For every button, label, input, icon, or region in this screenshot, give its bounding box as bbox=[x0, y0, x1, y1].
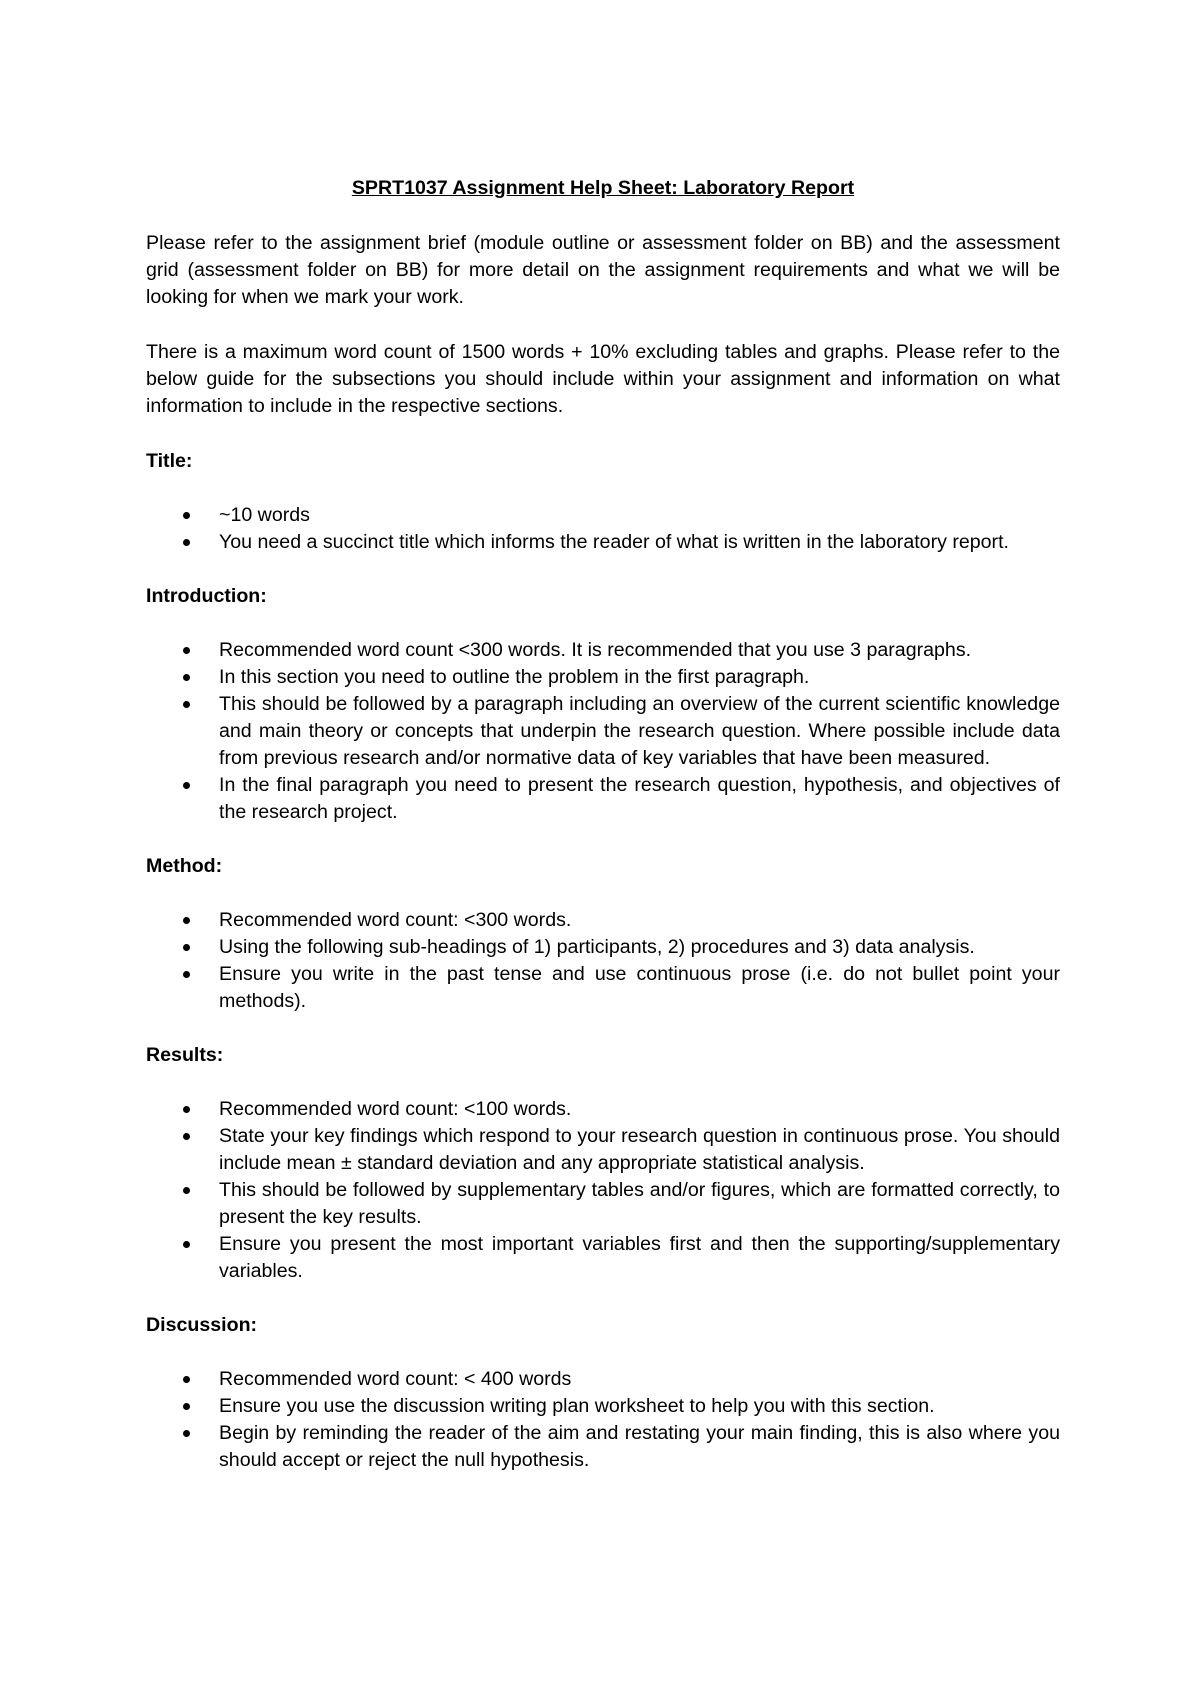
list-item-text: Using the following sub-headings of 1) participants, 2) procedures and 3) data analysis. bbox=[219, 936, 975, 958]
bullet-list bbox=[146, 1366, 1060, 1474]
section-title bbox=[146, 448, 1060, 556]
list-item-text: Ensure you write in the past tense and use continuous prose (i.e. do not bullet point your methods). bbox=[219, 963, 1060, 1012]
list-item-text: Recommended word count <300 words. It is recommended that you use 3 paragraphs. bbox=[219, 639, 972, 661]
list-item bbox=[146, 1177, 1060, 1231]
bullet-icon bbox=[183, 539, 190, 546]
list-item-text: Recommended word count: < 400 words bbox=[219, 1368, 572, 1390]
section-introduction bbox=[146, 583, 1060, 826]
list-item-text: Ensure you use the discussion writing plan worksheet to help you with this section. bbox=[219, 1395, 935, 1417]
section-heading: Results: bbox=[146, 1044, 224, 1066]
list-item bbox=[146, 1393, 1060, 1420]
list-item bbox=[146, 934, 1060, 961]
list-item-text: This should be followed by supplementary tables and/or figures, which are formatted correctly, to present the key results. bbox=[219, 1179, 1060, 1228]
list-item-text: Recommended word count: <100 words. bbox=[219, 1098, 572, 1120]
list-item-text: State your key findings which respond to your research question in continuous prose. You should include mean ± standard deviation and any appropriate statistical analysis. bbox=[219, 1125, 1060, 1174]
bullet-icon bbox=[183, 1403, 190, 1410]
list-item bbox=[146, 1123, 1060, 1177]
list-item-text: Ensure you present the most important variables first and then the supporting/supplementary variables. bbox=[219, 1233, 1060, 1282]
list-item bbox=[146, 664, 1060, 691]
list-item-text: Recommended word count: <300 words. bbox=[219, 909, 572, 931]
bullet-icon bbox=[183, 1241, 190, 1248]
bullet-icon bbox=[183, 701, 190, 708]
list-item-text: Begin by reminding the reader of the aim and restating your main finding, this is also where you should accept or reject the null hypothesis. bbox=[219, 1422, 1060, 1471]
section-discussion bbox=[146, 1312, 1060, 1474]
section-heading: Method: bbox=[146, 855, 223, 877]
bullet-icon bbox=[183, 917, 190, 924]
bullet-icon bbox=[183, 944, 190, 951]
list-item bbox=[146, 1366, 1060, 1393]
list-item bbox=[146, 1420, 1060, 1474]
list-item-text: ~10 words bbox=[219, 504, 310, 526]
bullet-list bbox=[146, 502, 1060, 556]
bullet-icon bbox=[183, 1376, 190, 1383]
section-heading: Title: bbox=[146, 450, 193, 472]
document-title: SPRT1037 Assignment Help Sheet: Laboratory Report bbox=[351, 177, 855, 199]
section-results bbox=[146, 1042, 1060, 1285]
list-item bbox=[146, 907, 1060, 934]
list-item bbox=[146, 1231, 1060, 1285]
bullet-list bbox=[146, 637, 1060, 826]
bullet-list bbox=[146, 1096, 1060, 1285]
list-item bbox=[146, 637, 1060, 664]
list-item bbox=[146, 772, 1060, 826]
bullet-icon bbox=[183, 971, 190, 978]
section-heading: Introduction: bbox=[146, 585, 267, 607]
bullet-icon bbox=[183, 674, 190, 681]
list-item bbox=[146, 502, 1060, 529]
list-item-text: You need a succinct title which informs the reader of what is written in the laboratory report. bbox=[219, 531, 1009, 553]
bullet-icon bbox=[183, 512, 190, 519]
section-method bbox=[146, 853, 1060, 1015]
list-item bbox=[146, 529, 1060, 556]
bullet-icon bbox=[183, 1106, 190, 1113]
bullet-icon bbox=[183, 1187, 190, 1194]
list-item bbox=[146, 691, 1060, 772]
list-item-text: In the final paragraph you need to present the research question, hypothesis, and objectives of the research project. bbox=[219, 774, 1060, 823]
list-item-text: This should be followed by a paragraph including an overview of the current scientific knowledge and main theory or concepts that underpin the research question. Where possible include data from previous research and/or normative data of key variables that have been measured. bbox=[219, 693, 1060, 769]
bullet-icon bbox=[183, 1133, 190, 1140]
bullet-list bbox=[146, 907, 1060, 1015]
bullet-icon bbox=[183, 782, 190, 789]
list-item bbox=[146, 961, 1060, 1015]
section-heading: Discussion: bbox=[146, 1314, 258, 1336]
document-page bbox=[146, 175, 1060, 1501]
list-item bbox=[146, 1096, 1060, 1123]
bullet-icon bbox=[183, 647, 190, 654]
intro-paragraph: Please refer to the assignment brief (module outline or assessment folder on BB) and the assessment grid (assessment folder on BB) for more detail on the assignment requirements and what we will be looking for when we mark your work. bbox=[146, 232, 1060, 308]
bullet-icon bbox=[183, 1430, 190, 1437]
list-item-text: In this section you need to outline the problem in the first paragraph. bbox=[219, 666, 810, 688]
word-count-paragraph: There is a maximum word count of 1500 words + 10% excluding tables and graphs. Please refer to the below guide for the subsections you should include within your assignment and information on what information to include in the respective sections. bbox=[146, 341, 1060, 417]
